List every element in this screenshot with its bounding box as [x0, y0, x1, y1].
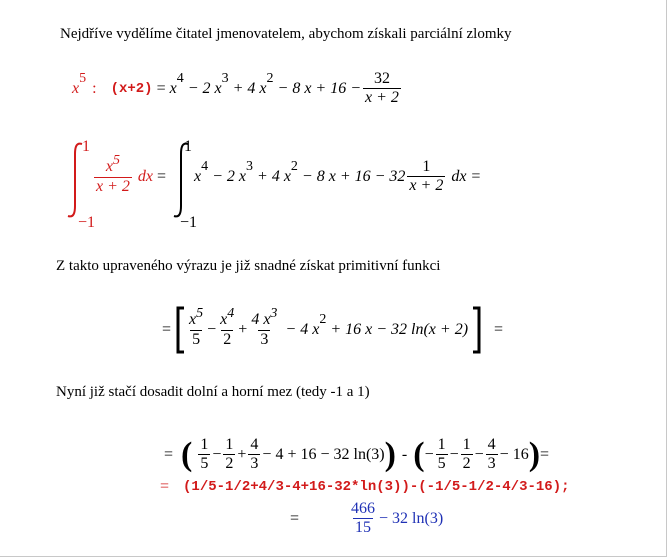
evaluation-text: Nyní již stačí dosadit dolní a horní mez (tedy -1 a 1) [56, 384, 370, 400]
term-x: x [194, 167, 202, 185]
plus: + [238, 321, 248, 338]
numerator: 32 [373, 70, 390, 87]
equals-sign: = [157, 168, 167, 185]
denominator: 2 [462, 455, 471, 472]
fraction-4x3-3 [249, 306, 279, 349]
right-paren: ) [528, 435, 541, 473]
exp: 4 [176, 70, 184, 86]
numerator: 1 [200, 436, 209, 453]
exp: 3 [221, 70, 229, 86]
dx-label: dx = [451, 167, 482, 185]
exp: 3 [270, 306, 278, 321]
result-equation [290, 500, 443, 537]
numerator [218, 306, 236, 330]
denominator: x + 2 [365, 89, 399, 106]
numerator: 1 [462, 436, 471, 453]
divisor-input: (x+2) [110, 80, 153, 97]
denominator: 5 [200, 455, 209, 472]
denominator: 3 [487, 455, 496, 472]
lower-limit: −1 [78, 214, 96, 231]
term: + 4 x [257, 167, 291, 185]
numerator [187, 306, 205, 330]
left-paren: ( [413, 435, 425, 473]
plus: + [237, 445, 247, 463]
minus: - [401, 445, 408, 463]
integrand-expanded [194, 158, 481, 195]
result-term: − 32 ln(3) [379, 509, 444, 527]
numerator: 1 [422, 158, 431, 175]
right-bracket-icon [472, 306, 482, 354]
equals-sign: = [494, 321, 504, 338]
maple-command [160, 478, 570, 496]
denominator: 15 [355, 519, 372, 536]
intro-text: Nejdříve vydělíme čitatel jmenovatelem, abychom získali parciální zlomky [60, 26, 512, 42]
fraction-x5-5 [187, 306, 205, 349]
term: − 16 [499, 445, 529, 463]
fraction [223, 436, 235, 473]
remainder-fraction [363, 70, 401, 107]
evaluation-equation [160, 436, 549, 473]
denominator: x + 2 [96, 178, 130, 195]
exp: 2 [290, 158, 298, 174]
x: x [189, 311, 197, 328]
fraction [486, 436, 498, 473]
denominator: 2 [225, 455, 234, 472]
fraction [248, 436, 260, 473]
exp: 2 [266, 70, 274, 86]
x: 4 x [251, 311, 271, 328]
numerator [104, 153, 122, 177]
term: − 8 x + 16 − 32 [301, 167, 406, 185]
term-x: x [169, 79, 177, 97]
fraction [407, 158, 445, 195]
antiderivative-equation [158, 306, 507, 354]
exp: 2 [319, 312, 327, 327]
exp: 5 [196, 306, 204, 321]
upper-limit: 1 [184, 138, 192, 155]
fraction [461, 436, 473, 473]
minus: − [424, 445, 434, 463]
denominator: 5 [192, 331, 201, 348]
exp: 5 [113, 153, 120, 168]
fraction-x4-2 [218, 306, 236, 349]
term: + 16 x − 32 ln(x + 2) [330, 321, 469, 338]
term: + 4 x [232, 79, 267, 97]
fraction [198, 436, 210, 473]
right-paren: ) [384, 435, 396, 473]
exp: 4 [201, 158, 209, 174]
dx-label: dx [137, 168, 154, 185]
denominator: x + 2 [409, 177, 444, 194]
dividend-exponent: 5 [79, 70, 87, 86]
upper-limit: 1 [82, 138, 90, 155]
equals-sign: = [162, 321, 172, 338]
denominator: 2 [223, 331, 232, 348]
x: x [220, 311, 228, 328]
division-colon: : [92, 79, 97, 97]
term: − 2 x [212, 167, 247, 185]
fraction [436, 436, 448, 473]
integrand-fraction [94, 153, 132, 196]
equals-sign: = [156, 79, 166, 97]
minus: − [449, 445, 459, 463]
left-paren: ( [181, 435, 193, 473]
numerator [249, 306, 279, 330]
equals-sign: = [164, 445, 174, 463]
numerator: 1 [437, 436, 446, 453]
left-bracket-icon [175, 306, 185, 354]
numerator: 1 [225, 436, 234, 453]
result-fraction [349, 500, 377, 537]
equals-sign: = [290, 509, 300, 527]
numerator: 4 [250, 436, 259, 453]
term: − 2 x [187, 79, 222, 97]
minus: − [207, 321, 217, 338]
division-equation [72, 70, 403, 107]
minus: − [474, 445, 484, 463]
x: x [105, 158, 113, 175]
lower-limit: −1 [180, 214, 198, 231]
equals-sign: = [540, 445, 550, 463]
antiderivative-text: Z takto upraveného výrazu je již snadné získat primitivní funkci [56, 258, 441, 274]
integrand [92, 153, 170, 196]
denominator: 3 [260, 331, 269, 348]
denominator: 5 [437, 455, 446, 472]
equals-sign: = [160, 478, 170, 495]
term: − 8 x + 16 − [277, 79, 362, 97]
maple-input[interactable]: (1/5-1/2+4/3-4+16-32*ln(3))-(-1/5-1/2-4/3-16); [183, 479, 570, 495]
denominator: 3 [250, 455, 259, 472]
integral-equation [60, 140, 530, 235]
numerator: 4 [487, 436, 496, 453]
exp: 4 [227, 306, 235, 321]
minus: − [212, 445, 222, 463]
dividend-x: x [72, 79, 80, 97]
numerator: 466 [351, 500, 376, 517]
exp: 3 [246, 158, 254, 174]
term: − 4 x [285, 321, 320, 338]
term: − 4 + 16 − 32 ln(3) [262, 445, 385, 463]
